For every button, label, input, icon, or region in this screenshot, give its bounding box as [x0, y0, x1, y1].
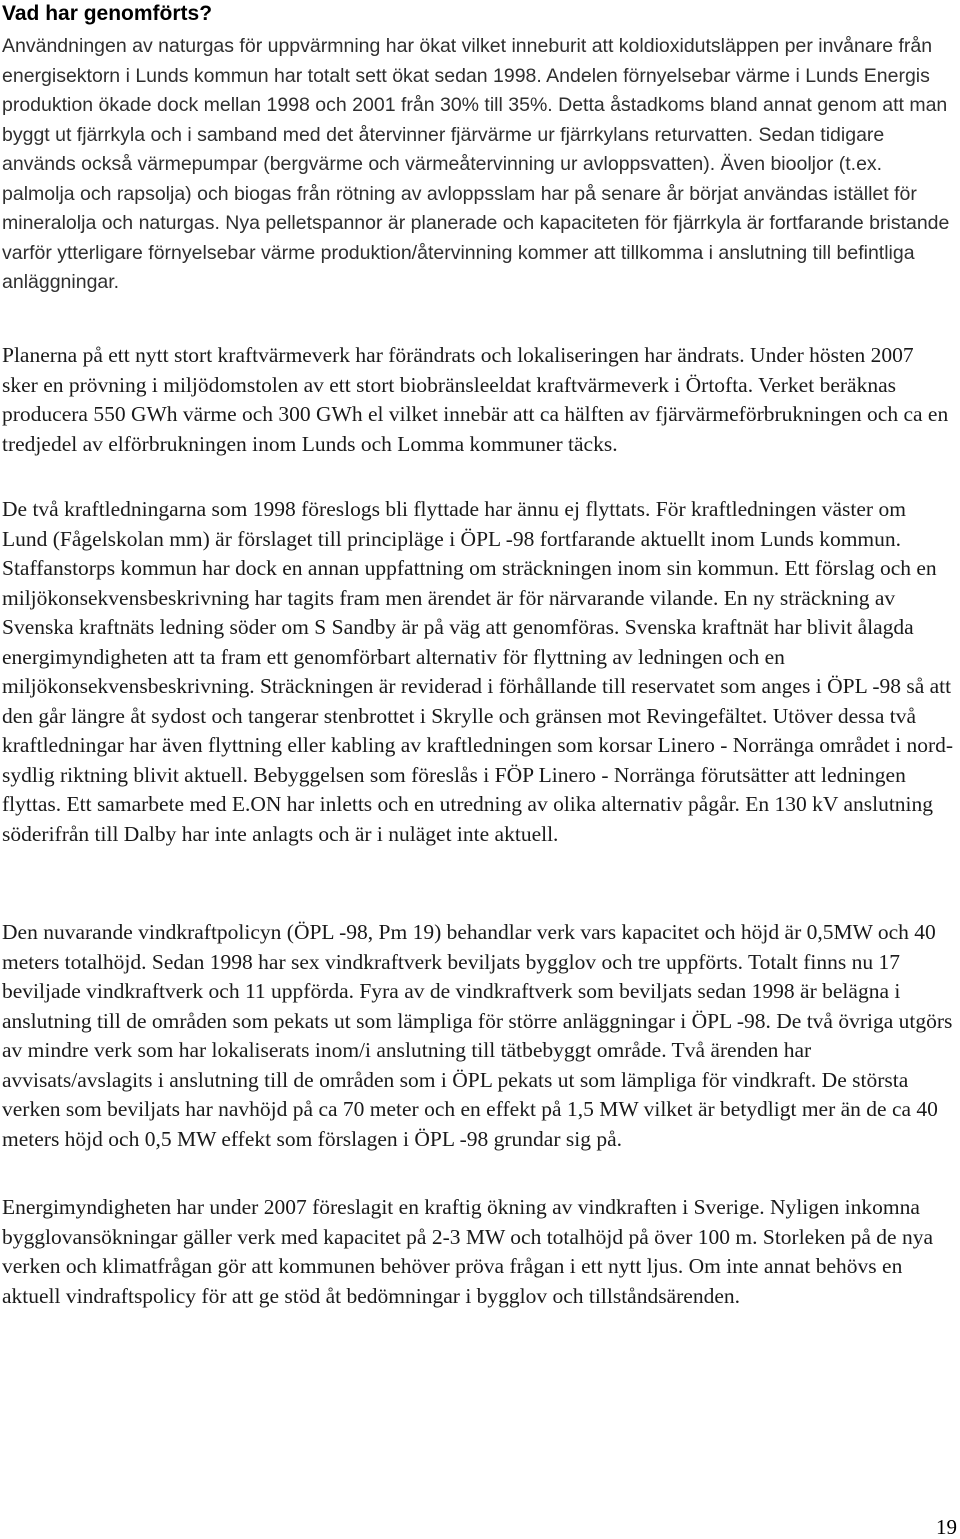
- intro-paragraph: Användningen av naturgas för uppvärmning har ökat vilket inneburit att koldioxidutsläppen per invånare från energisektorn i Lunds kommun har totalt sett ökat sedan 1998. Andelen förnyelsebar värme i Lunds Energis produktion ökade dock mellan 1998 och 2001 från 30% till 35%. Detta åstadkoms bland annat genom att man byggt ut fjärrkyla och i samband med det återvinner fjärvärme ur fjärrkylans returvatten. Sedan tidigare används också värmepumpar (bergvärme och värmeåtervinning ur avloppsvatten). Även biooljor (t.ex. palmolja och rapsolja) och biogas från rötning av avloppsslam har på senare år börjat användas istället för mineralolja och naturgas. Nya pelletspannor är planerade och kapaciteten för fjärrkyla är fortfarande bristande varför ytterligare förnyelsebar värme produktion/återvinning kommer att tillkomma i anslutning till befintliga anläggningar.: [2, 35, 950, 293]
- paragraph-kraftledningar: De två kraftledningarna som 1998 föreslogs bli flyttade har ännu ej flyttats. För kraftledningen väster om Lund (Fågelskolan mm) är förslaget till principläge i ÖPL -98 fortfarande aktuellt inom Lunds kommun. Staffanstorps kommun har dock en annan uppfattning om sträckningen inom sin kommun. Ett förslag och en miljökonsekvensbeskrivning har tagits fram men ärendet är för närvarande vilande. En ny sträckning av Svenska kraftnäts ledning söder om S Sandby är på väg att genomföras. Svenska kraftnät har blivit ålagda energimyndigheten att ta fram ett genomförbart alternativ för flyttning av ledningen och en miljökonsekvensbeskrivning. Sträckningen är reviderad i förhållande till reservatet som anges i ÖPL -98 så att den går längre åt sydost och tangerar stenbrottet i Skrylle och gränsen mot Revingefältet. Utöver dessa två kraftledningar har även flyttning eller kabling av kraftledningen som korsar Linero - Norränga området i nord-sydlig riktning blivit aktuell. Bebyggelsen som föreslås i FÖP Linero - Norränga förutsätter att ledningen flyttas. Ett samarbete med E.ON har inletts och en utredning av olika alternativ pågår. En 130 kV anslutning söderifrån till Dalby har inte anlagts och är i nuläget inte aktuell.: [2, 497, 954, 846]
- paragraph-energimyndigheten: Energimyndigheten har under 2007 föreslagit en kraftig ökning av vindkraften i Sverige. Nyligen inkomna bygglovansökningar gäller verk med kapacitet på 2-3 MW och totalhöjd på över 100 m. Storleken på de nya verken och klimatfrågan gör att kommunen behöver pröva frågan i ett nytt ljus. Om inte annat behövs en aktuell vindraftspolicy för att ge stöd åt bedömningar i bygglov och tillståndsärenden.: [2, 1195, 934, 1308]
- paragraph-kraftvarmeverk: Planerna på ett nytt stort kraftvärmeverk har förändrats och lokaliseringen har ändrats. Under hösten 2007 sker en prövning i miljödomstolen av ett stort biobränsleeldat kraftvärmeverk i Örtofta. Verket beräknas producera 550 GWh värme och 300 GWh el vilket innebär att ca hälften av fjärvärmeförbrukningen och ca en tredjedel av elförbrukningen inom Lunds och Lomma kommuner täcks.: [2, 343, 949, 456]
- page-number: 19: [936, 1515, 957, 1539]
- paragraph-vindkraftpolicy: Den nuvarande vindkraftpolicyn (ÖPL -98, Pm 19) behandlar verk vars kapacitet och höjd är 0,5MW och 40 meters totalhöjd. Sedan 1998 har sex vindkraftverk beviljats bygglov och tre uppförts. Totalt finns nu 17 beviljade vindkraftverk och 11 uppförda. Fyra av de vindkraftverk som beviljats sedan 1998 är belägna i anslutning till de områden som pekats ut som lämpliga för större anläggningar i ÖPL -98. De två övriga utgörs av mindre verk som har lokaliserats inom/i anslutning till tätbebyggt område. Två ärenden har avvisats/avslagits i anslutning till de områden som i ÖPL pekats ut som lämpliga för vindkraft. De största verken som beviljats har navhöjd på ca 70 meter och en effekt på 1,5 MW vilket är betydligt mer än de ca 40 meters höjd och 0,5 MW effekt som förslagen i ÖPL -98 grundar sig på.: [2, 920, 953, 1151]
- section-heading: Vad har genomförts?: [2, 2, 213, 25]
